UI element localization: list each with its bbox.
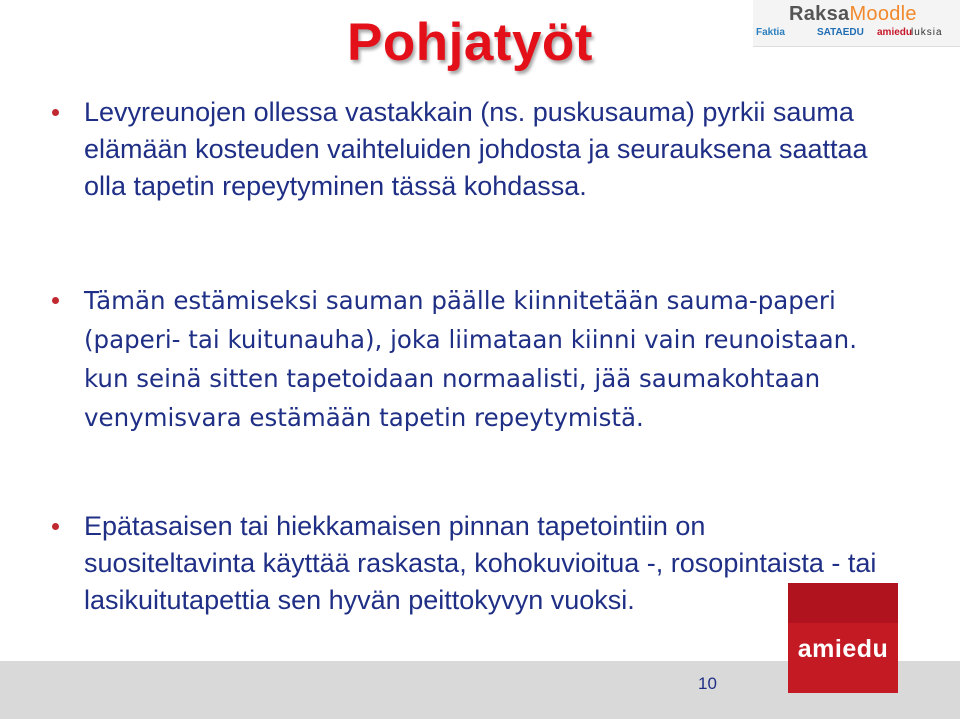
bullet-text: Epätasaisen tai hiekkamaisen pinnan tapetointiin on suositeltavinta käyttää raskasta, kohokuvioitua -, rosopintaista - tai lasikuitutapettia sen hyvän peittokyvyn vuoksi. bbox=[84, 511, 877, 615]
raksamoodle-logo bbox=[789, 3, 917, 26]
bullet-dot-icon bbox=[52, 297, 59, 304]
partner-logos bbox=[753, 27, 960, 43]
slide-title: Pohjatyöt bbox=[347, 13, 593, 72]
sataedu-logo: SATAEDU bbox=[817, 27, 864, 38]
amiedu-small-logo: amiedu bbox=[877, 27, 913, 38]
faktia-logo: Faktia bbox=[756, 27, 785, 38]
amiedu-logo bbox=[788, 583, 898, 693]
luksia-logo: luksia bbox=[911, 27, 943, 38]
amiedu-logo-shade bbox=[788, 583, 898, 623]
bullet-text: Levyreunojen ollessa vastakkain (ns. puskusauma) pyrkii sauma elämään kosteuden vaihteluiden johdosta ja seurauksena saattaa olla tapetin repeytyminen tässä kohdassa. bbox=[84, 97, 868, 201]
raksa-text: Raksa bbox=[789, 3, 850, 25]
amiedu-logo-text: amiedu bbox=[797, 635, 889, 663]
partner-logo-strip bbox=[753, 0, 960, 47]
moodle-text: Moodle bbox=[849, 3, 917, 25]
bullet-dot-icon bbox=[52, 109, 59, 116]
bullet-text: Tämän estämiseksi sauman päälle kiinnitetään sauma-paperi (paperi- tai kuitunauha), joka liimataan kiinni vain reunoistaan. kun seinä sitten tapetoidaan normaalisti, jää saumakohtaan venymisvara estämään tapetin repeytymistä. bbox=[84, 286, 857, 432]
page-number: 10 bbox=[698, 674, 717, 693]
bullet-dot-icon bbox=[52, 523, 59, 530]
